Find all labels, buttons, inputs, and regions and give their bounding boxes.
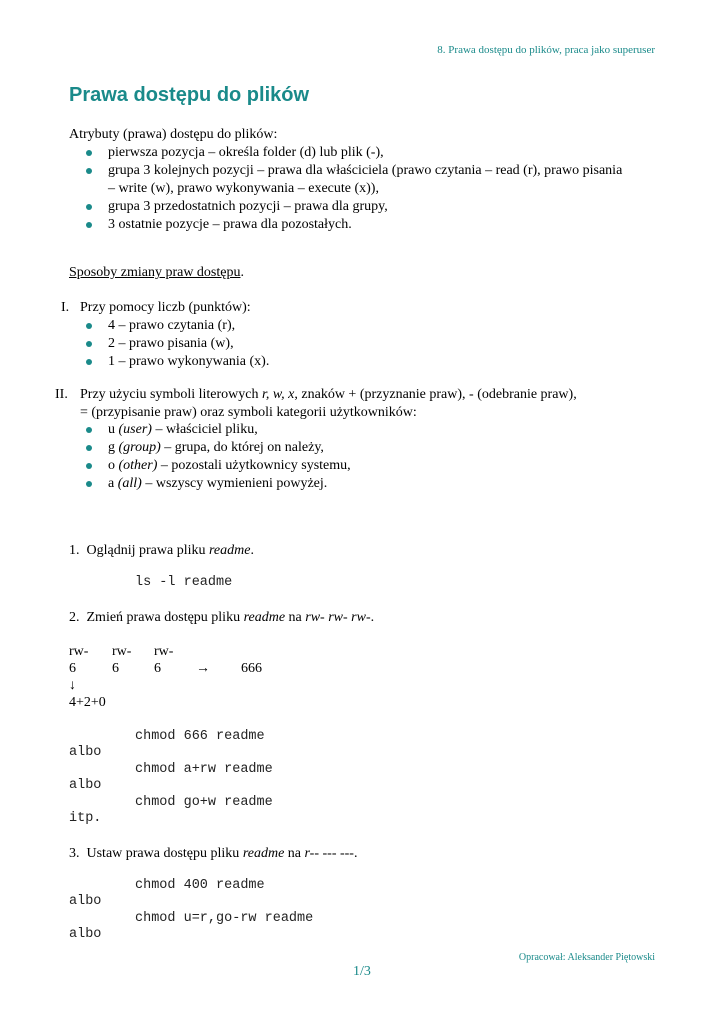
command-chmod-u-r: chmod u=r,go-rw readme [135,911,314,926]
exercise-1: 1. Oglądnij prawa pliku readme. [69,543,254,558]
section-1-number: I. [61,300,70,315]
command-chmod-a-rw: chmod a+rw readme [135,762,273,777]
perm-val-other: 6 [154,661,161,676]
perm-result: 666 [241,661,262,676]
user-categories-list [85,421,351,493]
list-item: 4 – prawo czytania (r), [85,317,269,335]
methods-heading: Sposoby zmiany praw dostępu. [69,265,244,280]
list-item: o (other) – pozostali użytkownicy systemu, [85,457,351,475]
footer-author: Opracował: Aleksander Piętowski [518,952,655,963]
albo-label: albo [69,927,102,942]
list-item: 1 – prawo wykonywania (x). [85,353,269,371]
perm-sum: 4+2+0 [69,695,106,710]
perm-col-other: rw- [154,644,174,659]
page-title: Prawa dostępu do plików [69,84,310,106]
itp-label: itp. [69,811,102,826]
section-2-line-1: Przy użyciu symboli literowych r, w, x, znaków + (przyznanie praw), - (odebranie praw), [80,387,577,402]
section-2-number: II. [55,387,68,402]
list-item: 2 – prawo pisania (w), [85,335,269,353]
command-chmod-400: chmod 400 readme [135,878,265,893]
numeric-permissions-list [85,317,269,371]
intro-text: Atrybuty (prawa) dostępu do plików: [69,127,278,142]
exercise-2: 2. Zmień prawa dostępu pliku readme na rw- rw- rw-. [69,610,375,625]
list-item: grupa 3 przedostatnich pozycji – prawa dla grupy, [85,198,622,216]
albo-label: albo [69,894,102,909]
albo-label: albo [69,778,102,793]
right-arrow-icon: → [196,661,210,676]
albo-label: albo [69,745,102,760]
command-ls: ls -l readme [135,575,233,590]
perm-val-user: 6 [69,661,76,676]
running-header: 8. Prawa dostępu do plików, praca jako superuser [437,44,655,56]
perm-val-group: 6 [112,661,119,676]
down-arrow-icon: ↓ [69,678,76,693]
list-item: a (all) – wszyscy wymienieni powyżej. [85,475,351,493]
list-item: pierwsza pozycja – określa folder (d) lub plik (-), [85,144,622,162]
section-1-text: Przy pomocy liczb (punktów): [80,300,251,315]
command-chmod-go-w: chmod go+w readme [135,795,273,810]
perm-col-group: rw- [112,644,132,659]
list-item: grupa 3 kolejnych pozycji – prawa dla właściciela (prawo czytania – read (r), prawo pisania [85,162,622,180]
section-2-line-2: = (przypisanie praw) oraz symboli kategorii użytkowników: [80,405,417,420]
command-chmod-666: chmod 666 readme [135,729,265,744]
list-item: g (group) – grupa, do której on należy, [85,439,351,457]
list-item-continuation: – write (w), prawo wykonywania – execute (x)), [108,181,379,196]
page-number: 1/3 [353,964,371,979]
exercise-3: 3. Ustaw prawa dostępu pliku readme na r-- --- ---. [69,846,358,861]
list-item: 3 ostatnie pozycje – prawa dla pozostałych. [85,216,622,234]
perm-col-user: rw- [69,644,89,659]
attributes-list [85,144,622,234]
list-item: u (user) – właściciel pliku, [85,421,351,439]
